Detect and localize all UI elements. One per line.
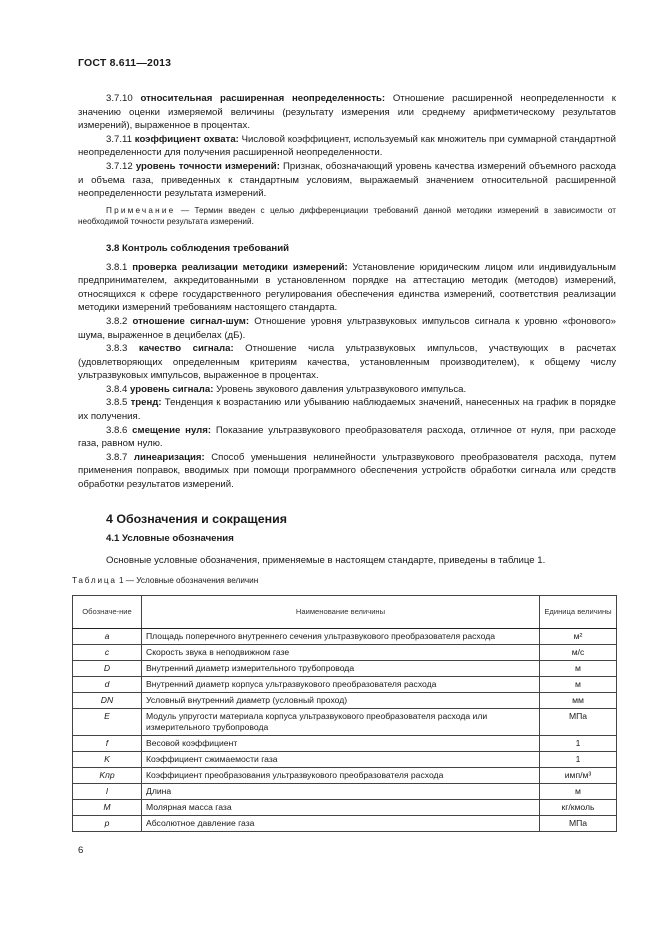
unit-cell: кг/кмоль xyxy=(540,800,617,816)
term-definition: Отношение числа ультразвуковых импульсов, участвующих в расчетах (удовлетворяющих определенным критериям качества, установленным производителем), к общему числу ультразвуковых импульсов, выраженное в процентах. xyxy=(78,343,616,382)
term-number: 3.8.4 xyxy=(106,383,128,395)
term-paragraph xyxy=(78,315,616,342)
symbol-cell: a xyxy=(73,629,142,645)
term-definition: Числовой коэффициент, используемый как множитель при суммарной стандартной неопределенности для получения расширенной неопределенности. xyxy=(78,133,616,159)
term-number: 3.7.10 xyxy=(106,93,133,104)
name-cell: Внутренний диаметр корпуса ультразвукового преобразователя расхода xyxy=(142,677,540,693)
document-body xyxy=(72,92,616,832)
term-name: уровень точности измерений: xyxy=(135,160,280,172)
note xyxy=(78,205,616,228)
symbol-cell: K xyxy=(73,752,142,768)
name-cell: Абсолютное давление газа xyxy=(142,816,540,832)
symbols-table xyxy=(72,595,617,832)
table-row xyxy=(73,693,617,709)
name-cell: Площадь поперечного внутреннего сечения ультразвукового преобразователя расхода xyxy=(142,629,540,645)
term-paragraph xyxy=(78,342,616,383)
term-paragraph xyxy=(78,424,616,451)
unit-cell: МПа xyxy=(540,709,617,736)
term-definition: Уровень звукового давления ультразвукового импульса. xyxy=(213,383,467,395)
term-paragraph xyxy=(78,396,616,423)
symbol-cell: DN xyxy=(73,693,142,709)
term-name: линеаризация: xyxy=(133,451,205,463)
unit-cell: МПа xyxy=(540,816,617,832)
term-paragraph xyxy=(78,160,616,201)
term-paragraph xyxy=(78,383,616,397)
unit-cell: м/с xyxy=(540,645,617,661)
term-paragraph xyxy=(78,133,616,160)
symbol-cell: Kпр xyxy=(73,768,142,784)
term-definition: Установление юридическим лицом или индивидуальным предпринимателем, аккредитованными в установленном порядке на аттестацию методик (методов) измерений, относящихся к сфере государственного регулирования обеспечения единства измерений, соответствия реализации методики измерений требованиям настоящего стандарта. xyxy=(78,261,616,314)
table-caption-text: 1 — Условные обозначения величин xyxy=(116,576,259,586)
term-name: смещение нуля: xyxy=(132,424,212,436)
term-number: 3.8.7 xyxy=(106,451,128,463)
name-cell: Длина xyxy=(142,784,540,800)
term-number: 3.7.12 xyxy=(106,160,133,172)
table-header-row xyxy=(73,596,617,629)
name-cell: Молярная масса газа xyxy=(142,800,540,816)
section-3-8-title: 3.8 Контроль соблюдения требований xyxy=(106,242,290,254)
table-row xyxy=(73,736,617,752)
symbol-cell: d xyxy=(73,677,142,693)
term-paragraph xyxy=(78,261,616,315)
symbol-cell: p xyxy=(73,816,142,832)
name-cell: Скорость звука в неподвижном газе xyxy=(142,645,540,661)
unit-cell: 1 xyxy=(540,736,617,752)
table-row xyxy=(73,661,617,677)
note-text: — Термин введен с целью дифференциации требований данной методики измерений в зависимости от необходимой точности результата измерений. xyxy=(78,205,616,227)
name-cell: Условный внутренний диаметр (условный проход) xyxy=(142,693,540,709)
term-definition: Признак, обозначающий уровень качества измерений объемного расхода и объема газа, приведенных к стандартным условиям, выражаемый значением относительной расширенной неопределенности результата измерений. xyxy=(78,160,616,200)
page-number: 6 xyxy=(78,845,84,856)
symbol-cell: E xyxy=(73,709,142,736)
name-cell: Коэффициент сжимаемости газа xyxy=(142,752,540,768)
table-row xyxy=(73,768,617,784)
table-row xyxy=(73,752,617,768)
term-number: 3.7.11 xyxy=(106,133,132,145)
term-name: уровень сигнала: xyxy=(130,383,214,395)
name-cell: Внутренний диаметр измерительного трубопровода xyxy=(142,661,540,677)
name-cell: Модуль упругости материала корпуса ультразвукового преобразователя расхода или измерительного трубопровода xyxy=(142,709,540,736)
standard-header: ГОСТ 8.611—2013 xyxy=(78,57,172,69)
symbol-cell: M xyxy=(73,800,142,816)
table-caption xyxy=(72,574,616,588)
unit-cell: м xyxy=(540,677,617,693)
table-row xyxy=(73,784,617,800)
terms-3-8 xyxy=(78,261,616,492)
name-cell: Коэффициент преобразования ультразвукового преобразователя расхода xyxy=(142,768,540,784)
unit-cell: мм xyxy=(540,693,617,709)
unit-cell: 1 xyxy=(540,752,617,768)
unit-cell: м² xyxy=(540,629,617,645)
term-name: относительная расширенная неопределенность: xyxy=(140,93,386,104)
section-4-title: 4 Обозначения и сокращения xyxy=(106,511,287,526)
term-definition: Показание ультразвукового преобразователя расхода, отличное от нуля, при расходе газа, равном нулю. xyxy=(78,424,616,450)
term-number: 3.8.6 xyxy=(106,424,128,436)
header-unit: Единица величины xyxy=(540,596,617,629)
term-name: качество сигнала: xyxy=(138,343,234,355)
table-row xyxy=(73,800,617,816)
header-name: Наименование величины xyxy=(142,596,540,629)
unit-cell: м xyxy=(540,661,617,677)
term-definition: Тенденция к возрастанию или убыванию наблюдаемых значений, нанесенных на график в порядке их получения. xyxy=(78,397,616,423)
term-paragraph xyxy=(78,451,616,492)
table-row xyxy=(73,816,617,832)
term-number: 3.8.5 xyxy=(106,397,128,409)
name-cell: Весовой коэффициент xyxy=(142,736,540,752)
header-symbol: Обозначе-ние xyxy=(73,596,142,629)
unit-cell: имп/м³ xyxy=(540,768,617,784)
term-number: 3.8.3 xyxy=(106,343,128,355)
term-name: проверка реализации методики измерений: xyxy=(132,261,348,273)
symbol-cell: l xyxy=(73,784,142,800)
table-row xyxy=(73,677,617,693)
table-body xyxy=(73,629,617,832)
term-name: коэффициент охвата: xyxy=(134,133,239,145)
table-row xyxy=(73,629,617,645)
term-name: отношение сигнал-шум: xyxy=(132,315,250,327)
note-lead: Примечание xyxy=(106,205,176,215)
term-definition: Способ уменьшения нелинейности ультразвукового преобразователя расхода, путем применения поправок, вводимых при помощи программного обеспечения устройств обработки сигнала или средств обработки результатов измерений. xyxy=(78,451,616,491)
section-4-intro: Основные условные обозначения, применяемые в настоящем стандарте, приведены в таблице 1. xyxy=(106,554,546,566)
section-4-1-title: 4.1 Условные обозначения xyxy=(106,533,234,545)
symbol-cell: D xyxy=(73,661,142,677)
term-definition: Отношение расширенной неопределенности к значению оценки измеряемой величины (результату измерения или среднему арифметическому результатов измерений), выраженное в процентах. xyxy=(78,93,616,132)
unit-cell: м xyxy=(540,784,617,800)
term-number: 3.8.2 xyxy=(106,315,128,327)
table-caption-lead: Таблица xyxy=(72,576,117,586)
symbol-cell: f xyxy=(73,736,142,752)
table-row xyxy=(73,645,617,661)
term-paragraph xyxy=(78,92,616,133)
term-definition: Отношение уровня ультразвуковых импульсов сигнала к уровню «фонового» шума, выраженное в децибелах (дБ). xyxy=(78,315,616,341)
symbol-cell: c xyxy=(73,645,142,661)
terms-3-7 xyxy=(78,92,616,201)
term-name: тренд: xyxy=(130,397,162,409)
term-number: 3.8.1 xyxy=(106,261,128,273)
table-row xyxy=(73,709,617,736)
